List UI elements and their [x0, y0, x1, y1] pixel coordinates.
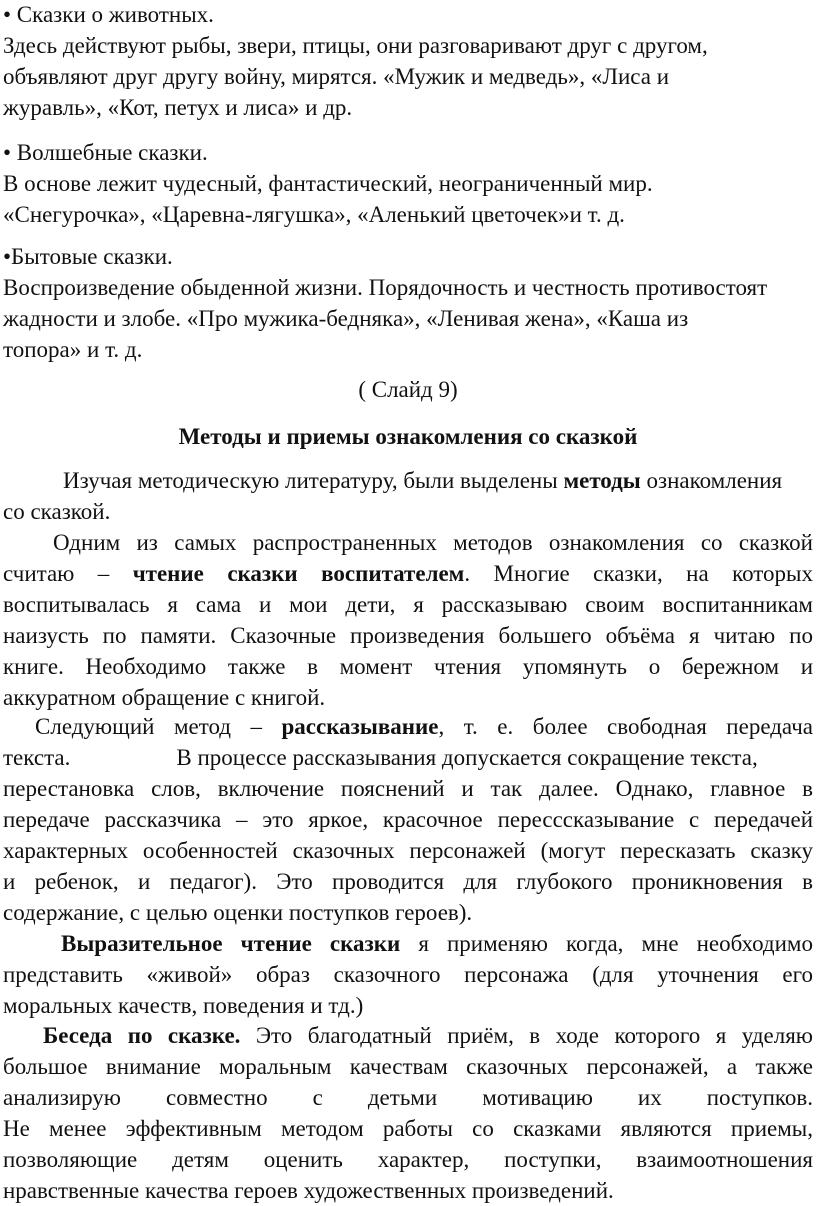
- text-line: Выразительное чтение сказки я применяю когда, мне необходимо: [61, 931, 813, 956]
- text-line: анализирую совместно с детьми мотивацию их поступков.: [3, 1085, 813, 1110]
- text-line: Воспроизведение обыденной жизни. Порядочность и честность противостоят: [3, 275, 768, 300]
- section-animal-tales: [3, 0, 813, 123]
- text-line: Не менее эффективным методом работы со сказками являются приемы,: [3, 1116, 813, 1141]
- text-line: передаче рассказчика – это яркое, красочное пересссказывание с передачей: [3, 807, 813, 832]
- paragraph-methods-intro: [3, 465, 813, 527]
- text-line: большое внимание моральным качествам сказочных персонажей, а также: [3, 1054, 813, 1079]
- text-line: содержание, с целью оценки поступков героев).: [3, 900, 473, 925]
- paragraph-expressive-reading: [3, 928, 813, 1021]
- section-everyday-tales: [3, 241, 813, 365]
- text-line: представить «живой» образ сказочного персонажа (для уточнения его: [3, 962, 813, 987]
- text-line: Здесь действуют рыбы, звери, птицы, они разговаривают друг с другом,: [3, 33, 708, 58]
- text-line: Следующий метод – рассказывание, т. е. более свободная передача: [35, 714, 813, 739]
- text-line: позволяющие детям оценить характер, поступки, взаимоотношения: [3, 1147, 813, 1172]
- text-line: моральных качеств, поведения и тд.): [3, 993, 364, 1018]
- section-heading: •Бытовые сказки.: [3, 244, 173, 269]
- section-heading: • Волшебные сказки.: [3, 140, 208, 165]
- section-magic-tales: [3, 137, 813, 230]
- text-line: считаю – чтение сказки воспитателем. Многие сказки, на которых: [3, 561, 813, 586]
- text-line: нравственные качества героев художественных произведений.: [3, 1178, 614, 1203]
- text-line: топора» и т. д.: [3, 337, 143, 362]
- text-line: Беседа по сказке. Это благодатный приём, в ходе которого я уделяю: [43, 1023, 813, 1048]
- text-line: Одним из самых распространенных методов ознакомления со сказкой: [53, 530, 813, 555]
- text-line: В основе лежит чудесный, фантастический, неограниченный мир.: [3, 171, 653, 196]
- text-line: характерных особенностей сказочных персонажей (могут пересказать сказку: [3, 838, 813, 863]
- paragraph-reading: [3, 527, 813, 713]
- paragraph-retelling: [3, 711, 813, 928]
- text-line: книге. Необходимо также в момент чтения упомянуть о бережном и: [3, 654, 813, 679]
- text-line: жадности и злобе. «Про мужика-бедняка», «Ленивая жена», «Каша из: [3, 306, 689, 331]
- section-heading: • Сказки о животных.: [3, 2, 214, 27]
- paragraph-conversation: [3, 1020, 813, 1206]
- slide-label: ( Слайд 9): [358, 377, 458, 402]
- text-line: аккуратном обращение с книгой.: [3, 685, 326, 710]
- text-line: перестановка слов, включение пояснений и так далее. Однако, главное в: [3, 776, 813, 801]
- text-line: наизусть по памяти. Сказочные произведения большего объёма я читаю по: [3, 623, 813, 648]
- text-line: объявляют друг другу войну, мирятся. «Мужик и медведь», «Лиса и: [3, 64, 670, 89]
- text-line: и ребенок, и педагог). Это проводится для глубокого проникновения в: [3, 869, 813, 894]
- text-line: со сказкой.: [3, 499, 111, 524]
- text-line: Изучая методическую литературу, были выделены методы ознакомления: [63, 468, 783, 493]
- text-line: текста. В процессе рассказывания допускается сокращение текста,: [3, 745, 758, 770]
- text-line: воспитывалась я сама и мои дети, я рассказываю своим воспитанникам: [3, 592, 813, 617]
- text-line: журавль», «Кот, петух и лиса» и др.: [3, 95, 353, 120]
- text-line: «Снегурочка», «Царевна-лягушка», «Аленький цветочек»и т. д.: [3, 202, 625, 227]
- section-title: Методы и приемы ознакомления со сказкой: [178, 424, 638, 449]
